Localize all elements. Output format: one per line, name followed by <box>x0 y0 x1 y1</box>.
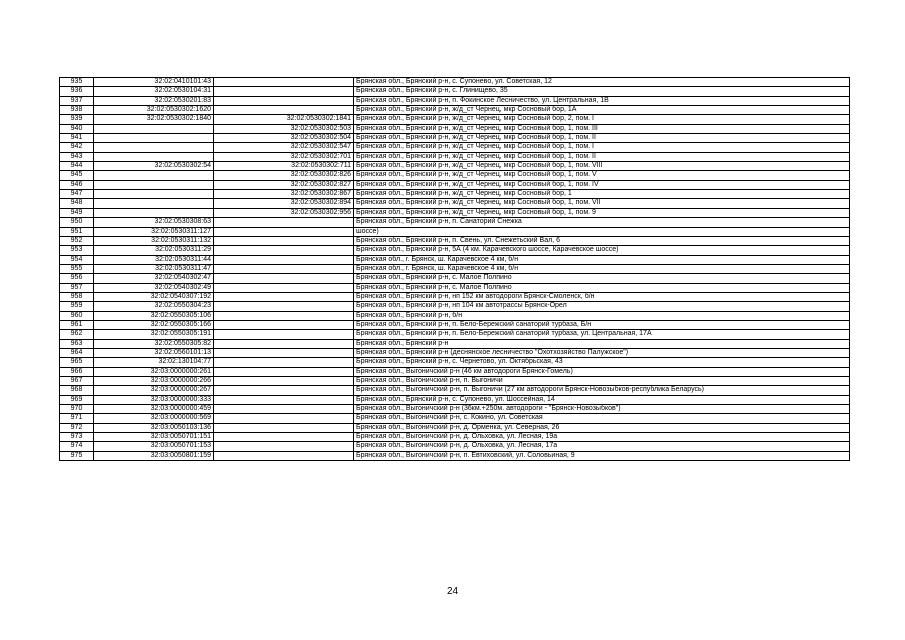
table-row <box>60 218 850 227</box>
table-row <box>60 208 850 217</box>
sub-cadastral-number-cell <box>214 87 354 96</box>
row-number-cell: 968 <box>60 386 94 395</box>
row-number-cell: 963 <box>60 339 94 348</box>
cadastral-number-cell: 32:03:0000000:459 <box>94 405 214 414</box>
cadastral-number-cell: 32:02:0550304:23 <box>94 302 214 311</box>
address-cell: Брянская обл., Брянский р-н <box>354 339 850 348</box>
row-number-cell: 964 <box>60 348 94 357</box>
address-cell: Брянская обл., Брянский р-н, с. Супонево, ул. Советская, 12 <box>354 78 850 87</box>
row-number-cell: 946 <box>60 180 94 189</box>
address-cell: Брянская обл., Выгоничский р-н, п. Евтиховский, ул. Соловьиная, 9 <box>354 451 850 460</box>
table-row <box>60 348 850 357</box>
sub-cadastral-number-cell <box>214 218 354 227</box>
address-cell: Брянская обл., Брянский р-н, ж/д_ст Чернец, мкр Сосновый бор, 1, пом. III <box>354 124 850 133</box>
property-registry-table <box>59 77 850 461</box>
table-row <box>60 171 850 180</box>
cadastral-number-cell: 32:03:0000000:266 <box>94 377 214 386</box>
address-cell: Брянская обл., Брянский р-н, ж/д_ст Чернец, мкр Сосновый бор, 1А <box>354 106 850 115</box>
cadastral-number-cell: 32:02:0550305:82 <box>94 339 214 348</box>
cadastral-number-cell <box>94 143 214 152</box>
table-row <box>60 451 850 460</box>
address-cell: Брянская обл., Брянский р-н, нп 104 км автотрассы Брянск-Орел <box>354 302 850 311</box>
table-row <box>60 162 850 171</box>
cadastral-number-cell: 32:03:0050701:153 <box>94 442 214 451</box>
address-cell: Брянская обл., г. Брянск, ш. Карачевское 4 км, б/н <box>354 264 850 273</box>
table-row <box>60 106 850 115</box>
table-row <box>60 311 850 320</box>
cadastral-number-cell: 32:02:0530311:132 <box>94 236 214 245</box>
cadastral-number-cell: 32:02:0530311:44 <box>94 255 214 264</box>
table-row <box>60 246 850 255</box>
sub-cadastral-number-cell: 32:02:0530302:547 <box>214 143 354 152</box>
address-cell: Брянская обл., Выгоничский р-н, п. Выгоничи (27 км автодороги Брянск-Новозыбков-республика Беларусь) <box>354 386 850 395</box>
table-row <box>60 143 850 152</box>
cadastral-number-cell: 32:02:130104:77 <box>94 358 214 367</box>
sub-cadastral-number-cell: 32:02:0530302:504 <box>214 134 354 143</box>
address-cell: Брянская обл., Брянский р-н, п. Бело-Бережский санаторий турбаза, ул. Центральная, 17А <box>354 330 850 339</box>
cadastral-number-cell: 32:03:0050801:159 <box>94 451 214 460</box>
sub-cadastral-number-cell: 32:02:0530302:827 <box>214 180 354 189</box>
sub-cadastral-number-cell <box>214 264 354 273</box>
sub-cadastral-number-cell <box>214 367 354 376</box>
row-number-cell: 950 <box>60 218 94 227</box>
row-number-cell: 949 <box>60 208 94 217</box>
table-row <box>60 320 850 329</box>
address-cell: Брянская обл., Брянский р-н, с. Малое Полпино <box>354 283 850 292</box>
table-row <box>60 433 850 442</box>
address-cell: Брянская обл., Брянский р-н, нп 152 км автодороги Брянск-Смоленск, б/н <box>354 292 850 301</box>
table-row <box>60 339 850 348</box>
address-cell: Брянская обл., Брянский р-н, 5А (4 км. Карачевского шоссе, Карачевское шоссе) <box>354 246 850 255</box>
sub-cadastral-number-cell <box>214 320 354 329</box>
cadastral-number-cell: 32:02:0540302:47 <box>94 274 214 283</box>
table-row <box>60 264 850 273</box>
row-number-cell: 952 <box>60 236 94 245</box>
row-number-cell: 957 <box>60 283 94 292</box>
cadastral-number-cell: 32:03:0000000:261 <box>94 367 214 376</box>
cadastral-number-cell: 32:02:0550305:106 <box>94 311 214 320</box>
sub-cadastral-number-cell <box>214 386 354 395</box>
address-cell: Брянская обл., Брянский р-н, ж/д_ст Чернец, мкр Сосновый бор, 1, пом. VII <box>354 199 850 208</box>
cadastral-number-cell <box>94 124 214 133</box>
cadastral-number-cell <box>94 180 214 189</box>
table-row <box>60 96 850 105</box>
table-row <box>60 358 850 367</box>
cadastral-number-cell: 32:02:0530308:63 <box>94 218 214 227</box>
address-cell: Брянская обл., Выгоничский р-н, д. Орменка, ул. Северная, 26 <box>354 423 850 432</box>
sub-cadastral-number-cell <box>214 433 354 442</box>
row-number-cell: 975 <box>60 451 94 460</box>
table-row <box>60 386 850 395</box>
sub-cadastral-number-cell: 32:02:0530302:701 <box>214 152 354 161</box>
row-number-cell: 936 <box>60 87 94 96</box>
cadastral-number-cell <box>94 190 214 199</box>
address-cell: Брянская обл., Брянский р-н, ж/д_ст Чернец, мкр Сосновый бор, 1, пом. II <box>354 152 850 161</box>
cadastral-number-cell: 32:03:0050103:136 <box>94 423 214 432</box>
cadastral-number-cell <box>94 199 214 208</box>
sub-cadastral-number-cell <box>214 442 354 451</box>
table-row <box>60 124 850 133</box>
sub-cadastral-number-cell <box>214 423 354 432</box>
row-number-cell: 944 <box>60 162 94 171</box>
sub-cadastral-number-cell <box>214 96 354 105</box>
table-row <box>60 115 850 124</box>
address-cell: Брянская обл., Брянский р-н, ж/д_ст Чернец, мкр Сосновый бор, 2, пом. I <box>354 115 850 124</box>
cadastral-number-cell: 32:02:0530311:29 <box>94 246 214 255</box>
cadastral-number-cell: 32:03:0000000:267 <box>94 386 214 395</box>
table-row <box>60 367 850 376</box>
cadastral-number-cell <box>94 208 214 217</box>
cadastral-number-cell: 32:03:0000000:569 <box>94 414 214 423</box>
sub-cadastral-number-cell <box>214 405 354 414</box>
table-row <box>60 414 850 423</box>
cadastral-number-cell: 32:02:0530302:54 <box>94 162 214 171</box>
cadastral-number-cell: 32:02:0540307:192 <box>94 292 214 301</box>
address-cell: шоссе) <box>354 227 850 236</box>
row-number-cell: 958 <box>60 292 94 301</box>
address-cell: Брянская обл., Брянский р-н, с. Малое Полпино <box>354 274 850 283</box>
table-row <box>60 199 850 208</box>
address-cell: Брянская обл., Брянский р-н, б/н <box>354 311 850 320</box>
row-number-cell: 971 <box>60 414 94 423</box>
cadastral-number-cell: 32:03:0000000:333 <box>94 395 214 404</box>
sub-cadastral-number-cell: 32:02:0530302:503 <box>214 124 354 133</box>
cadastral-number-cell: 32:02:0560101:13 <box>94 348 214 357</box>
row-number-cell: 937 <box>60 96 94 105</box>
table-row <box>60 405 850 414</box>
row-number-cell: 951 <box>60 227 94 236</box>
address-cell: Брянская обл., Выгоничский р-н, п. Выгоничи <box>354 377 850 386</box>
sub-cadastral-number-cell <box>214 236 354 245</box>
row-number-cell: 960 <box>60 311 94 320</box>
address-cell: Брянская обл., Брянский р-н, ж/д_ст Чернец, мкр Сосновый бор, 1, пом. VIII <box>354 162 850 171</box>
address-cell: Брянская обл., Брянский р-н, ж/д_ст Чернец, мкр Сосновый бор, 1, пом. V <box>354 171 850 180</box>
address-cell: Брянская обл., Брянский р-н, ж/д_ст Чернец, мкр Сосновый бор, 1, пом. 9 <box>354 208 850 217</box>
row-number-cell: 967 <box>60 377 94 386</box>
row-number-cell: 948 <box>60 199 94 208</box>
sub-cadastral-number-cell <box>214 395 354 404</box>
row-number-cell: 974 <box>60 442 94 451</box>
sub-cadastral-number-cell <box>214 274 354 283</box>
sub-cadastral-number-cell <box>214 227 354 236</box>
row-number-cell: 965 <box>60 358 94 367</box>
cadastral-number-cell: 32:03:0050701:151 <box>94 433 214 442</box>
cadastral-number-cell: 32:02:0530201:83 <box>94 96 214 105</box>
row-number-cell: 962 <box>60 330 94 339</box>
table-row <box>60 423 850 432</box>
table-body <box>60 78 850 461</box>
table-row <box>60 283 850 292</box>
table-row <box>60 236 850 245</box>
address-cell: Брянская обл., Брянский р-н, п. Свень, ул. Снежетьский Вал, 6 <box>354 236 850 245</box>
cadastral-number-cell: 32:02:0540302:49 <box>94 283 214 292</box>
sub-cadastral-number-cell: 32:02:0530302:894 <box>214 199 354 208</box>
address-cell: Брянская обл., Брянский р-н, ж/д_ст Чернец, мкр Сосновый бор, 1 <box>354 190 850 199</box>
sub-cadastral-number-cell <box>214 311 354 320</box>
address-cell: Брянская обл., Брянский р-н, п. Фокинское Лесничество, ул. Центральная, 1В <box>354 96 850 105</box>
sub-cadastral-number-cell <box>214 330 354 339</box>
table-row <box>60 255 850 264</box>
address-cell: Брянская обл., Брянский р-н (деснянское лесничество "Охотхозяйство Палужское") <box>354 348 850 357</box>
table-row <box>60 152 850 161</box>
table-row <box>60 302 850 311</box>
address-cell: Брянская обл., Брянский р-н, ж/д_ст Чернец, мкр Сосновый бор, 1, пом. II <box>354 134 850 143</box>
sub-cadastral-number-cell <box>214 451 354 460</box>
address-cell: Брянская обл., Брянский р-н, с. Глинищево, 35 <box>354 87 850 96</box>
cadastral-number-cell: 32:02:0530302:1840 <box>94 115 214 124</box>
cadastral-number-cell <box>94 134 214 143</box>
table-row <box>60 227 850 236</box>
sub-cadastral-number-cell: 32:02:0530302:711 <box>214 162 354 171</box>
sub-cadastral-number-cell <box>214 302 354 311</box>
address-cell: Брянская обл., Брянский р-н, с. Супонево, ул. Шоссейная, 14 <box>354 395 850 404</box>
table-row <box>60 442 850 451</box>
row-number-cell: 942 <box>60 143 94 152</box>
address-cell: Брянская обл., Выгоничский р-н, д. Ольховка, ул. Лесная, 17а <box>354 442 850 451</box>
address-cell: Брянская обл., Брянский р-н, с. Чернетово, ул. Октябрьская, 43 <box>354 358 850 367</box>
address-cell: Брянская обл., г. Брянск, ш. Карачевское 4 км, б/н <box>354 255 850 264</box>
sub-cadastral-number-cell: 32:02:0530302:867 <box>214 190 354 199</box>
sub-cadastral-number-cell: 32:02:0530302:956 <box>214 208 354 217</box>
table-row <box>60 87 850 96</box>
row-number-cell: 972 <box>60 423 94 432</box>
table-row <box>60 395 850 404</box>
address-cell: Брянская обл., Брянский р-н, ж/д_ст Чернец, мкр Сосновый бор, 1, пом. IV <box>354 180 850 189</box>
address-cell: Брянская обл., Выгоничский р-н (36км.+250м. автодороги - "Брянск-Новозыбков") <box>354 405 850 414</box>
row-number-cell: 940 <box>60 124 94 133</box>
row-number-cell: 945 <box>60 171 94 180</box>
sub-cadastral-number-cell <box>214 255 354 264</box>
row-number-cell: 938 <box>60 106 94 115</box>
sub-cadastral-number-cell <box>214 377 354 386</box>
sub-cadastral-number-cell <box>214 78 354 87</box>
sub-cadastral-number-cell <box>214 292 354 301</box>
sub-cadastral-number-cell <box>214 246 354 255</box>
row-number-cell: 953 <box>60 246 94 255</box>
address-cell: Брянская обл., Выгоничский р-н (46 км автодороги Брянск-Гомель) <box>354 367 850 376</box>
row-number-cell: 939 <box>60 115 94 124</box>
cadastral-number-cell: 32:02:0550305:166 <box>94 320 214 329</box>
row-number-cell: 970 <box>60 405 94 414</box>
row-number-cell: 961 <box>60 320 94 329</box>
cadastral-number-cell <box>94 171 214 180</box>
sub-cadastral-number-cell <box>214 283 354 292</box>
row-number-cell: 969 <box>60 395 94 404</box>
row-number-cell: 973 <box>60 433 94 442</box>
cadastral-number-cell: 32:02:0530311:47 <box>94 264 214 273</box>
cadastral-number-cell: 32:02:0530302:1620 <box>94 106 214 115</box>
cadastral-number-cell: 32:02:0530311:127 <box>94 227 214 236</box>
sub-cadastral-number-cell: 32:02:0530302:1841 <box>214 115 354 124</box>
row-number-cell: 956 <box>60 274 94 283</box>
table-row <box>60 78 850 87</box>
row-number-cell: 959 <box>60 302 94 311</box>
address-cell: Брянская обл., Выгоничский р-н, д. Ольховка, ул. Лесная, 19а <box>354 433 850 442</box>
row-number-cell: 954 <box>60 255 94 264</box>
row-number-cell: 935 <box>60 78 94 87</box>
cadastral-number-cell: 32:02:0530104:31 <box>94 87 214 96</box>
table-row <box>60 377 850 386</box>
row-number-cell: 966 <box>60 367 94 376</box>
sub-cadastral-number-cell <box>214 414 354 423</box>
table-row <box>60 134 850 143</box>
sub-cadastral-number-cell <box>214 339 354 348</box>
row-number-cell: 955 <box>60 264 94 273</box>
cadastral-number-cell <box>94 152 214 161</box>
row-number-cell: 947 <box>60 190 94 199</box>
row-number-cell: 941 <box>60 134 94 143</box>
sub-cadastral-number-cell <box>214 348 354 357</box>
cadastral-number-cell: 32:02:0550305:191 <box>94 330 214 339</box>
sub-cadastral-number-cell: 32:02:0530302:826 <box>214 171 354 180</box>
table-row <box>60 180 850 189</box>
table-row <box>60 274 850 283</box>
address-cell: Брянская обл., Брянский р-н, п. Санаторий Снежка <box>354 218 850 227</box>
row-number-cell: 943 <box>60 152 94 161</box>
table-row <box>60 292 850 301</box>
cadastral-number-cell: 32:02:0410101:43 <box>94 78 214 87</box>
address-cell: Брянская обл., Брянский р-н, п. Бело-Бережский санаторий турбаза, Б/н <box>354 320 850 329</box>
table-row <box>60 330 850 339</box>
page-number: 24 <box>446 586 459 597</box>
table-row <box>60 190 850 199</box>
sub-cadastral-number-cell <box>214 106 354 115</box>
address-cell: Брянская обл., Выгоничский р-н, с. Кокино, ул. Советская <box>354 414 850 423</box>
sub-cadastral-number-cell <box>214 358 354 367</box>
address-cell: Брянская обл., Брянский р-н, ж/д_ст Чернец, мкр Сосновый бор, 1, пом. I <box>354 143 850 152</box>
